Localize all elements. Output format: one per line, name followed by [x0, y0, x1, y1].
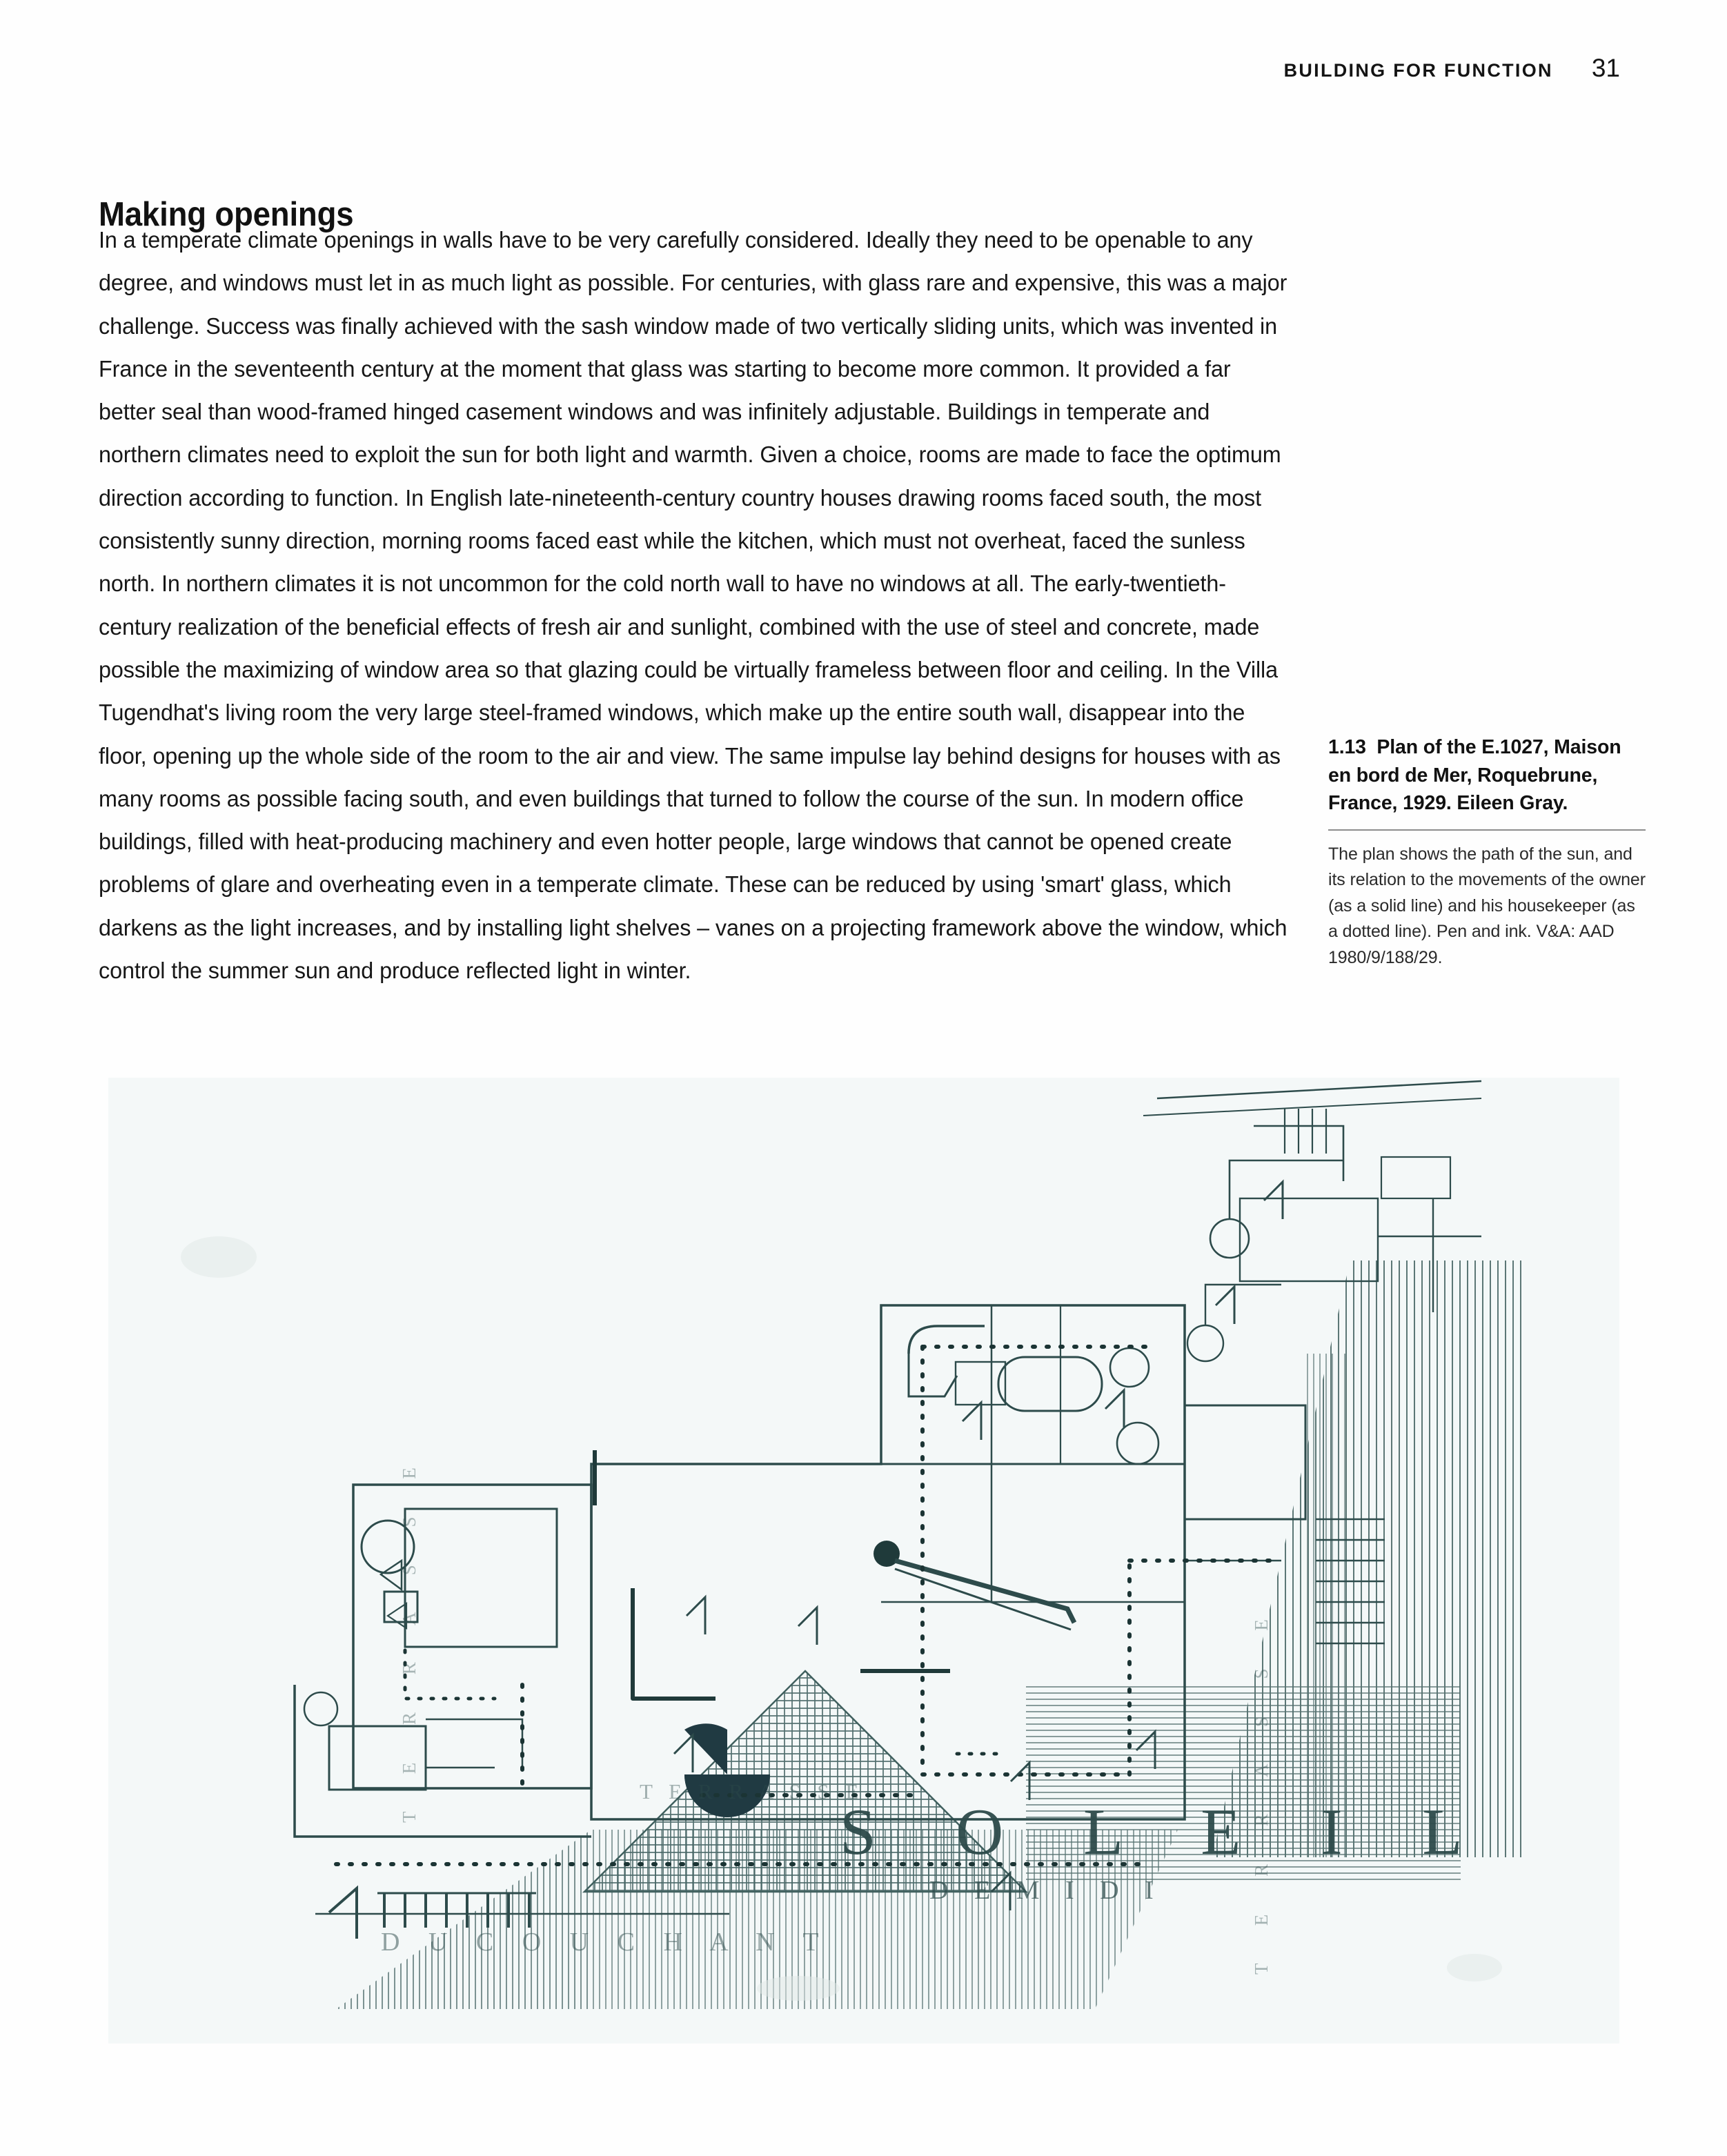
body-text-column: [99, 219, 1290, 993]
running-header-title: BUILDING FOR FUNCTION: [1283, 60, 1553, 81]
plan-label-terrasse-left: T E R R A S S E: [399, 1451, 420, 1823]
caption-body: The plan shows the path of the sun, and its relation to the movements of the owner (as a solid line) and his housekeeper (as a dotted line). Pen and ink. V&A: AAD 1980/9/188/29.: [1328, 844, 1646, 967]
plan-label-du-couchant: D U C O U C H A N T: [381, 1928, 830, 1957]
body-paragraph: In a temperate climate openings in walls have to be very carefully considered. Ideally they need to be openable to any degree, and windows must let in as much light as possible. For centuries, with glass rare and expensive, this was a major challenge. Success was finally achieved with the sash window made of two vertically sliding units, which was invented in France in the seventeenth century at the moment that glass was starting to become more common. It provided a far better seal than wood-framed hinged casement windows and was infinitely adjustable. Buildings in temperate and northern climates need to exploit the sun for both light and warmth. Given a choice, rooms are made to face the optimum direction according to function. In English late-nineteenth-century country houses drawing rooms faced south, the most consistently sunny direction, morning rooms faced east while the kitchen, which must not overheat, faced the sunless north. In northern climates it is not uncommon for the cold north wall to have no windows at all. The early-twentieth-century realization of the beneficial effects of fresh air and sunlight, combined with the use of steel and concrete, made possible the maximizing of window area so that glazing could be virtually frameless between floor and ceiling. In the Villa Tugendhat's living room the very large steel-framed windows, which make up the entire south wall, disappear into the floor, opening up the whole side of the room to the air and view. The same impulse lay behind designs for houses with as many rooms as possible facing south, and even buildings that turned to follow the course of the sun. In modern office buildings, filled with heat-producing machinery and even hotter people, large windows that cannot be opened create problems of glare and overheating even in a temperate climate. These can be reduced by using 'smart' glass, which darkens as the light increases, and by installing light shelves – vanes on a projecting framework above the window, which control the summer sun and produce reflected light in winter.: [99, 228, 1287, 985]
plan-label-terrasse-right: T E R R A S S E: [1251, 1603, 1272, 1975]
figure-caption: [1328, 733, 1646, 971]
caption-figure-number: 1.13: [1328, 736, 1366, 758]
caption-divider: [1328, 829, 1646, 831]
plan-label-soleil: S O L E I L: [840, 1795, 1494, 1868]
section-heading: Making openings: [99, 195, 354, 233]
plan-label-terrasse-center: T E R R A S S E: [640, 1779, 865, 1803]
figure-plan-e1027: [108, 1078, 1619, 2044]
page-number: 31: [1591, 54, 1620, 82]
caption-title-text: Plan of the E.1027, Maison en bord de Mer, Roquebrune, France, 1929. Eileen Gray.: [1328, 736, 1621, 814]
caption-title: [1328, 733, 1646, 818]
running-header: [1284, 54, 1620, 83]
plan-label-de-midi: D E M I D I: [929, 1876, 1163, 1905]
plan-drawing: [108, 1078, 1619, 2044]
